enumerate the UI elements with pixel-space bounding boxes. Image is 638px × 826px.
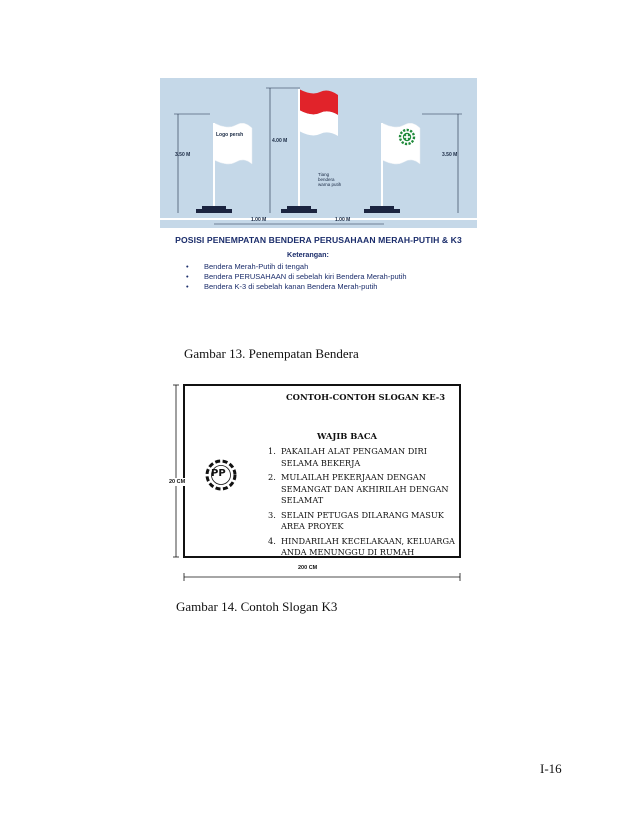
list-item: 4. HINDARILAH KECELAKAAN, KELUARGA ANDA MENUNGGU DI RUMAH (268, 535, 455, 557)
flag-red-band (299, 89, 338, 115)
list-item: 2. MULAILAH PEKERJAAN DENGAN SEMANGAT DAN AKHIRILAH DENGAN SELAMAT (268, 472, 449, 505)
pole-note: Tiang bendera warna putih (318, 172, 342, 187)
flag-placement-figure (160, 78, 477, 313)
right-height-label: 3.50 M (442, 152, 458, 158)
red-white-flag (281, 89, 338, 213)
center-height-label: 4.00 M (272, 138, 288, 144)
left-spacing-label: 1.00 M (251, 217, 267, 223)
height-dimension-label: 20 CM (169, 479, 186, 485)
figure-heading: POSISI PENEMPATAN BENDERA PERUSAHAAN MERAH-PUTIH & K3 (175, 235, 462, 245)
keterangan-list (184, 262, 474, 292)
width-dimension-label: 200 CM (298, 565, 318, 571)
slogan-title: CONTOH-CONTOH SLOGAN KE-3 (286, 392, 446, 402)
k3-flag (364, 123, 420, 213)
list-item: 1. PAKAILAH ALAT PENGAMAN DIRI SELAMA BEKERJA (268, 446, 427, 468)
left-height-label: 3.50 M (175, 152, 191, 158)
page-number: I-16 (540, 761, 562, 776)
flag-white-band (299, 110, 338, 136)
slogan-sign-figure (168, 380, 468, 583)
list-item: • Bendera K-3 di sebelah kanan Bendera Merah-putih (184, 282, 474, 292)
left-flag-base-top (202, 206, 226, 209)
figure-13-caption: Gambar 13. Penempatan Bendera (184, 346, 359, 361)
company-logo-label: Logo persh (216, 132, 244, 138)
left-flag-base-bottom (196, 209, 232, 213)
keterangan-title: Keterangan: (287, 250, 329, 259)
slogan-list (268, 446, 463, 562)
list-item: 3. SELAIN PETUGAS DILARANG MASUK AREA PROYEK (268, 509, 444, 531)
right-spacing-label: 1.00 M (335, 217, 351, 223)
pp-logo-text: PP (211, 468, 226, 479)
figure-14-caption: Gambar 14. Contoh Slogan K3 (176, 599, 338, 614)
slogan-subtitle: WAJIB BACA (317, 431, 377, 441)
list-item: • Bendera PERUSAHAAN di sebelah kiri Bendera Merah-putih (184, 272, 474, 282)
list-item: • Bendera Merah-Putih di tengah (184, 262, 474, 272)
